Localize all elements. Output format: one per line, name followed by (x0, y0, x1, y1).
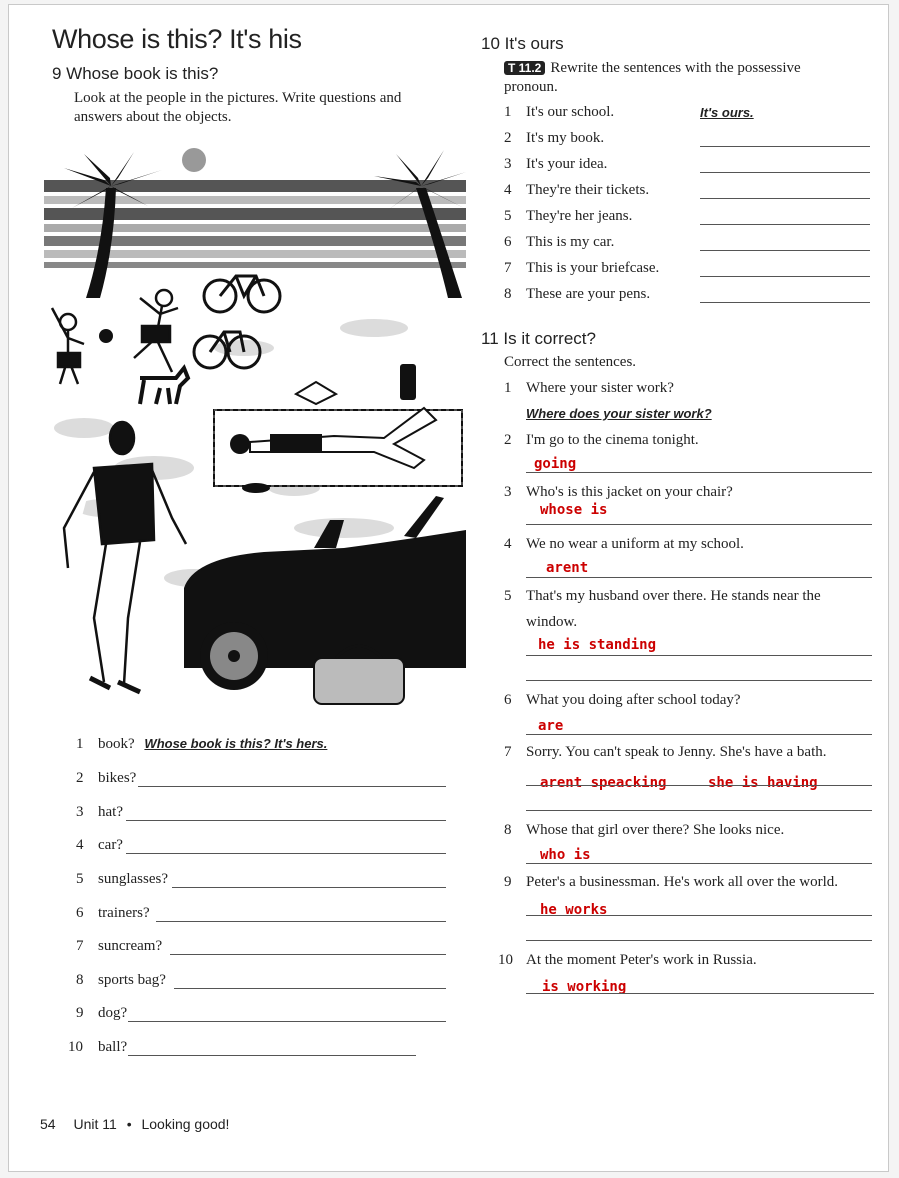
answer-line[interactable] (526, 524, 872, 525)
ex9-instruction-line2: answers about the objects. (74, 109, 232, 125)
answer-line[interactable] (526, 863, 872, 864)
ex11-item: 9 Peter's a businessman. He's work all over the world. (504, 874, 839, 890)
ex11-item: 5 That's my husband over there. He stands near the (504, 588, 821, 604)
ex11-item: 4 We no wear a uniform at my school. (504, 536, 744, 552)
suncream-bottle (400, 364, 416, 400)
answer-line[interactable] (526, 577, 872, 578)
ex11-item: 8 Whose that girl over there? She looks nice. (504, 822, 785, 838)
ex10-item: 2 It's my book. (504, 130, 605, 146)
correction-answer: are (538, 718, 564, 734)
correction-answer: she is having (708, 775, 818, 791)
ex10-item: 8 These are your pens. (504, 286, 651, 302)
unit-title: Looking good! (141, 1116, 230, 1132)
ex9-item: 8 sports bag? (76, 972, 166, 988)
answer-line[interactable] (526, 680, 872, 681)
ex9-heading: 9 Whose book is this? (52, 64, 219, 83)
ex9-item: 3 hat? (76, 804, 123, 820)
answer-line[interactable] (526, 785, 872, 786)
answer-line[interactable] (126, 853, 446, 854)
ex11-heading: 11 Is it correct? (481, 329, 596, 348)
correction-answer: arent speacking (540, 775, 667, 791)
ex9-item: 4 car? (76, 837, 123, 853)
answer-line[interactable] (172, 887, 446, 888)
ex9-item: 2 bikes? (76, 770, 137, 786)
answer-line[interactable] (700, 250, 870, 251)
beach-illustration (44, 148, 466, 708)
answer-line[interactable] (126, 820, 446, 821)
correction-answer: he is standing (538, 637, 657, 653)
ex11-instruction: Correct the sentences. (504, 354, 637, 370)
ex10-item: 6 This is my car. (504, 234, 615, 250)
answer-line[interactable] (700, 198, 870, 199)
answer-line[interactable] (526, 734, 872, 735)
ex9-item: 7 suncream? (76, 938, 163, 954)
ex10-item: 7 This is your briefcase. (504, 260, 660, 276)
ex11-item: 7 Sorry. You can't speak to Jenny. She's have a bath. (504, 744, 827, 760)
ex10-item: 1 It's our school. (504, 104, 615, 120)
answer-line[interactable] (700, 172, 870, 173)
ex9-item: 1 book? Whose book is this? It's hers. (76, 736, 328, 752)
ex11-example-answer: Where does your sister work? (526, 406, 712, 421)
ex10-item: 3 It's your idea. (504, 156, 608, 172)
correction-answer: whose is (540, 502, 608, 518)
answer-line[interactable] (526, 655, 872, 656)
ex10-instruction-line1: T 11.2 Rewrite the sentences with the possessive (504, 60, 801, 77)
page-footer (40, 1116, 229, 1132)
ex11-item: 1 Where your sister work? (504, 380, 674, 396)
answer-line[interactable] (526, 940, 872, 941)
ball-shape (99, 329, 113, 343)
unit-label: Unit 11 (73, 1116, 117, 1132)
answer-line[interactable] (174, 988, 446, 989)
answer-line[interactable] (526, 472, 872, 473)
ex10-instruction-line2: pronoun. (504, 79, 558, 95)
towel-with-woman-drawing (214, 408, 462, 493)
page-number: 54 (40, 1116, 56, 1132)
sun-shape (182, 148, 206, 172)
correction-answer: is working (542, 979, 627, 995)
ex11-item: 2 I'm go to the cinema tonight. (504, 432, 699, 448)
ex9-item: 9 dog? (76, 1005, 128, 1021)
answer-line[interactable] (526, 810, 872, 811)
ex10-heading: 10 It's ours (481, 34, 564, 53)
ex11-item: 10 At the moment Peter's work in Russia. (498, 952, 757, 968)
answer-line[interactable] (700, 276, 870, 277)
audio-track-badge: T 11.2 (504, 61, 545, 75)
ex9-instruction-line1: Look at the people in the pictures. Write questions and (74, 90, 402, 106)
ex9-item: 5 sunglasses? (76, 871, 168, 887)
answer-line[interactable] (700, 224, 870, 225)
answer-line[interactable] (700, 302, 870, 303)
answer-line[interactable] (526, 993, 874, 994)
ex9-example-answer: Whose book is this? It's hers. (144, 736, 328, 751)
ex9-item: 10 ball? (68, 1039, 128, 1055)
answer-line[interactable] (138, 786, 446, 787)
correction-answer: going (534, 456, 577, 472)
answer-line[interactable] (128, 1021, 446, 1022)
footer-separator: • (126, 1116, 132, 1132)
correction-answer: who is (540, 847, 591, 863)
ex11-item-continued: window. (526, 614, 578, 630)
ex10-item: 4 They're their tickets. (504, 182, 650, 198)
page-title: Whose is this? It's his (52, 24, 302, 54)
ex11-item: 3 Who's is this jacket on your chair? (504, 484, 733, 500)
answer-line[interactable] (170, 954, 446, 955)
answer-line[interactable] (526, 915, 872, 916)
correction-answer: arent (546, 560, 589, 576)
answer-line[interactable] (700, 146, 870, 147)
ex10-item: 5 They're her jeans. (504, 208, 633, 224)
answer-line[interactable] (156, 921, 446, 922)
ex11-item: 6 What you doing after school today? (504, 692, 741, 708)
ex10-example-answer: It's ours. (700, 105, 754, 120)
answer-line[interactable] (128, 1055, 416, 1056)
ex9-item: 6 trainers? (76, 905, 150, 921)
correction-answer: he works (540, 902, 608, 918)
